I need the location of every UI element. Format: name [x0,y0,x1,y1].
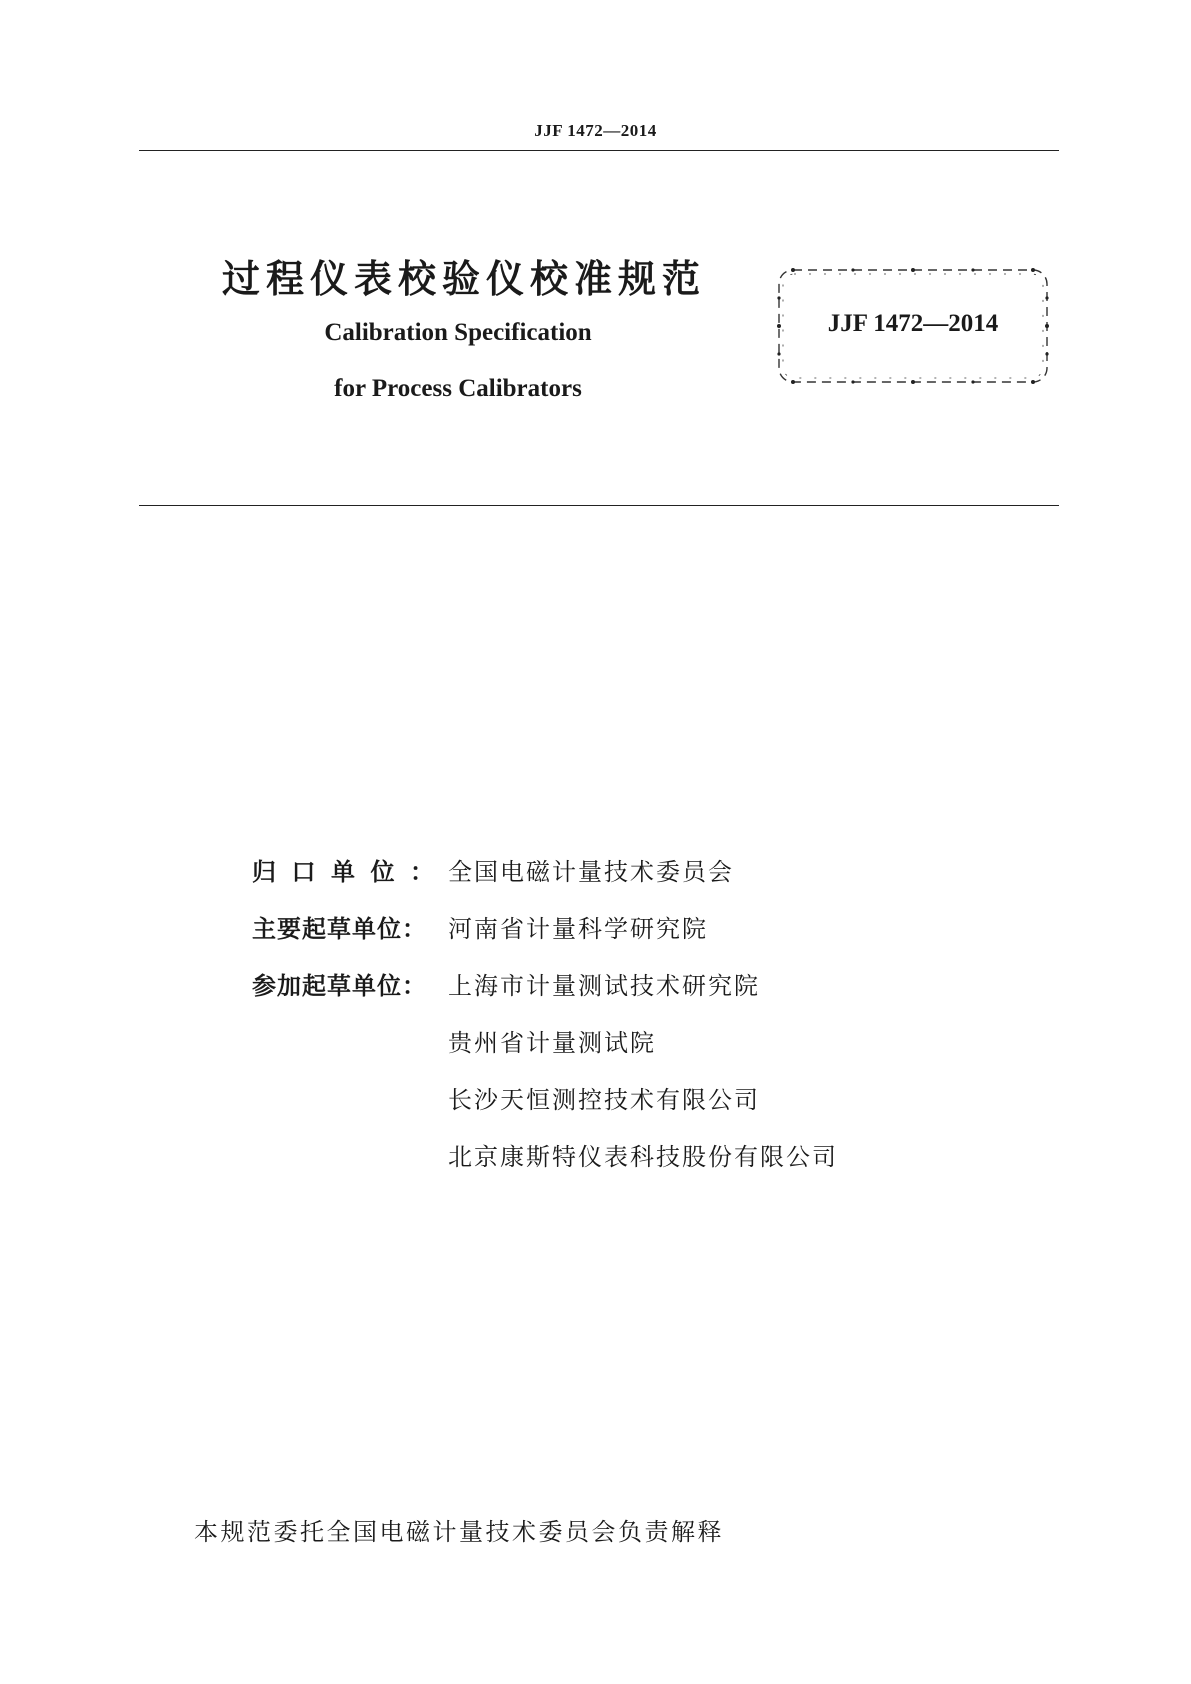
specification-code: JJF 1472—2014 [827,310,999,337]
participating-drafter-value: 上海市计量测试技术研究院 [448,972,760,1000]
title-divider-rule [139,505,1059,506]
title-english-line2: for Process Calibrators [334,375,582,402]
participating-drafter-label: 参加起草单位： [252,972,427,1000]
participating-drafter-value: 贵州省计量测试院 [448,1029,656,1057]
participating-drafter-row [252,971,760,1001]
main-drafter-value: 河南省计量科学研究院 [448,915,708,943]
title-chinese: 过程仪表校验仪校准规范 [222,257,707,301]
responsible-unit-label: 归口单位： [252,858,450,886]
responsible-unit-row [252,857,734,887]
title-english-line1: Calibration Specification [324,319,592,346]
interpretation-note: 本规范委托全国电磁计量技术委员会负责解释 [194,1518,724,1546]
running-header-code: JJF 1472—2014 [534,121,657,140]
specification-code-box [773,264,1053,388]
header-rule [139,150,1059,151]
main-drafter-label: 主要起草单位： [252,915,427,943]
participating-drafter-value: 北京康斯特仪表科技股份有限公司 [448,1143,838,1171]
participating-drafter-value: 长沙天恒测控技术有限公司 [448,1086,760,1114]
main-drafter-row [252,914,708,944]
responsible-unit-value: 全国电磁计量技术委员会 [448,858,734,886]
